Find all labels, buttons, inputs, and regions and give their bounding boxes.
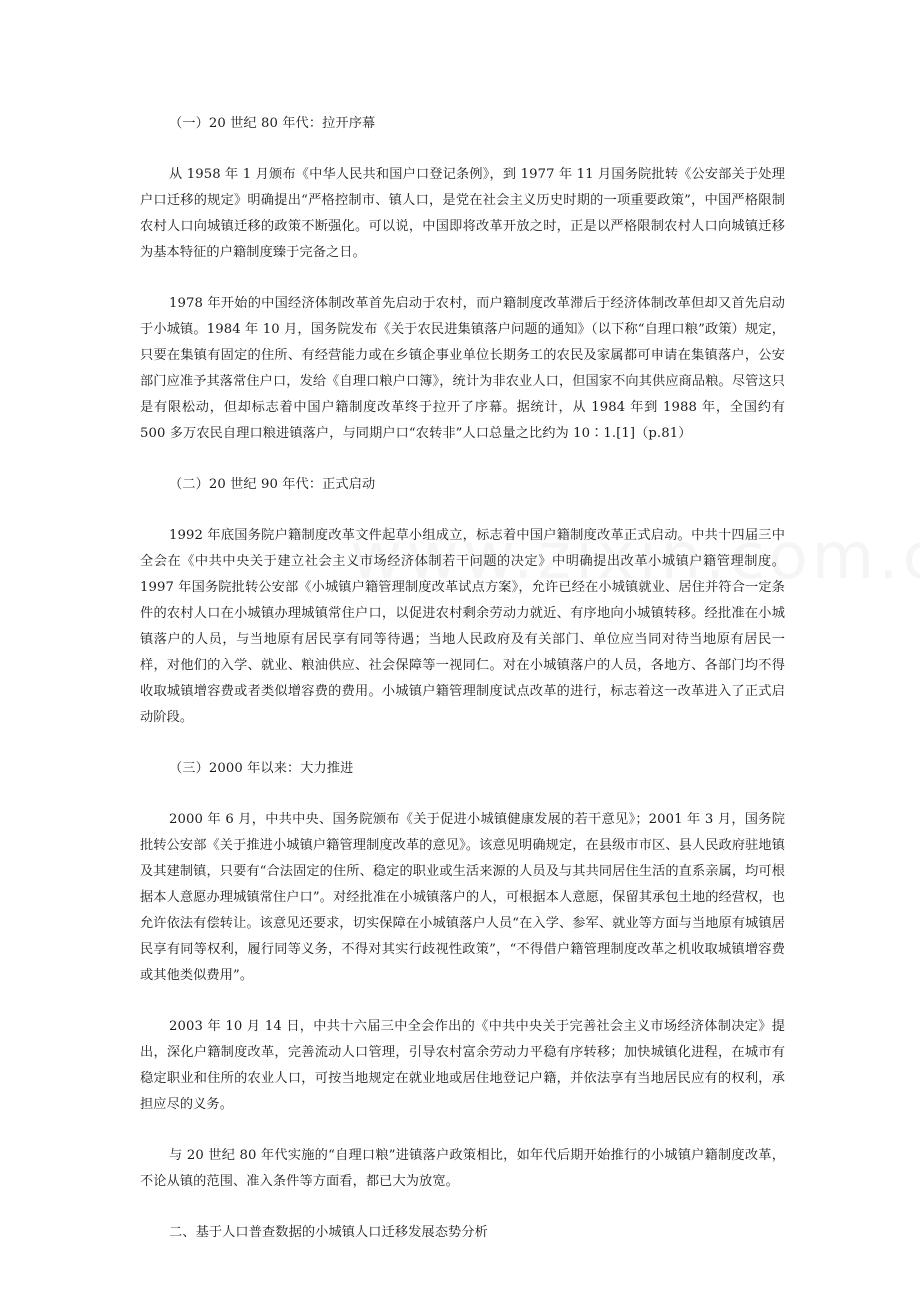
section-heading-1990s: （二）20 世纪 90 年代：正式启动 [169, 477, 376, 492]
paragraph-1978-reform: 1978 年开始的中国经济体制改革首先启动于农村，而户籍制度改革滞后于经济体制改革但却又首先启动于小城镇。1984 年 10 月，国务院发布《关于农民进集镇落户问题的通知》（以下称“自理口粮”政策）规定，只要在集镇有固定的住所、有经营能力或在乡镇企事业单位长期务工的农民及家属都可申请在集镇落户，公安部门应准予其落常住户口，发给《自理口粮户口簿》，统计为非农业人口，但国家不向其供应商品粮。尽管这只是有限松动，但却标志着中国户籍制度改革终于拉开了序幕。据统计，从 1984 年到 1988 年，全国约有 500 多万农民自理口粮进镇落户，与同期户口“农转非”人口总量之比约为 10∶1.[1]（p.81） [140, 296, 785, 441]
section-heading-2000s: （三）2000 年以来：大力推进 [169, 761, 354, 776]
paragraph-comparison: 与 20 世纪 80 年代实施的“自理口粮”进镇落户政策相比，如年代后期开始推行的小城镇户籍制度改革，不论从镇的范围、准入条件等方面看，都已大为放宽。 [140, 1148, 785, 1189]
document-body [140, 111, 785, 1246]
paragraph-2000-opinions: 2000 年 6 月，中共中央、国务院颁布《关于促进小城镇健康发展的若干意见》；2001 年 3 月，国务院批转公安部《关于推进小城镇户籍管理制度改革的意见》。该意见明确规定，在县级市市区、县人民政府驻地镇及其建制镇，只要有“合法固定的住所、稳定的职业或生活来源的人员及与其共同居住生活的直系亲属，均可根据本人意愿办理城镇常住户口”。对经批准在小城镇落户的人，可根据本人意愿，保留其承包土地的经营权，也允许依法有偿转让。该意见还要求，切实保障在小城镇落户人员“在入学、参军、就业等方面与当地原有城镇居民享有同等权利，履行同等义务，不得对其实行歧视性政策”，“不得借户籍管理制度改革之机收取城镇增容费或其他类似费用”。 [140, 812, 785, 983]
paragraph-1992-reform: 1992 年底国务院户籍制度改革文件起草小组成立，标志着中国户籍制度改革正式启动。中共十四届三中全会在《中共中央关于建立社会主义市场经济体制若干问题的决定》中明确提出改革小城镇户籍管理制度。1997 年国务院批转公安部《小城镇户籍管理制度改革试点方案》，允许已经在小城镇就业、居住并符合一定条件的农村人口在小城镇办理城镇常住户口，以促进农村剩余劳动力就近、有序地向小城镇转移。经批准在小城镇落户的人员，与当地原有居民享有同等待遇；当地人民政府及有关部门、单位应当同对待当地原有居民一样，对他们的入学、就业、粮油供应、社会保障等一视同仁。对在小城镇落户的人员，各地方、各部门均不得收取城镇增容费或者类似增容费的费用。小城镇户籍管理制度试点改革的进行，标志着这一改革进入了正式启动阶段。 [140, 528, 785, 725]
paragraph-2003-decision: 2003 年 10 月 14 日，中共十六届三中全会作出的《中共中央关于完善社会主义市场经济体制决定》提出，深化户籍制度改革，完善流动人口管理，引导农村富余劳动力平稳有序转移；加快城镇化进程，在城市有稳定职业和住所的农业人口，可按当地规定在就业地或居住地登记户籍，并依法享有当地居民应有的权利，承担应尽的义务。 [140, 1019, 785, 1112]
section-heading-census-analysis: 二、基于人口普查数据的小城镇人口迁移发展态势分析 [169, 1225, 488, 1240]
section-heading-1980s: （一）20 世纪 80 年代：拉开序幕 [169, 116, 376, 131]
paragraph-1958-registration: 从 1958 年 1 月颁布《中华人民共和国户口登记条例》，到 1977 年 11 月国务院批转《公安部关于处理户口迁移的规定》明确提出“严格控制市、镇人口，是党在社会主义历史时期的一项重要政策”，中国严格限制农村人口向城镇迁移的政策不断强化。可以说，中国即将改革开放之时，正是以严格限制农村人口向城镇迁移为基本特征的户籍制度臻于完备之日。 [140, 167, 785, 260]
